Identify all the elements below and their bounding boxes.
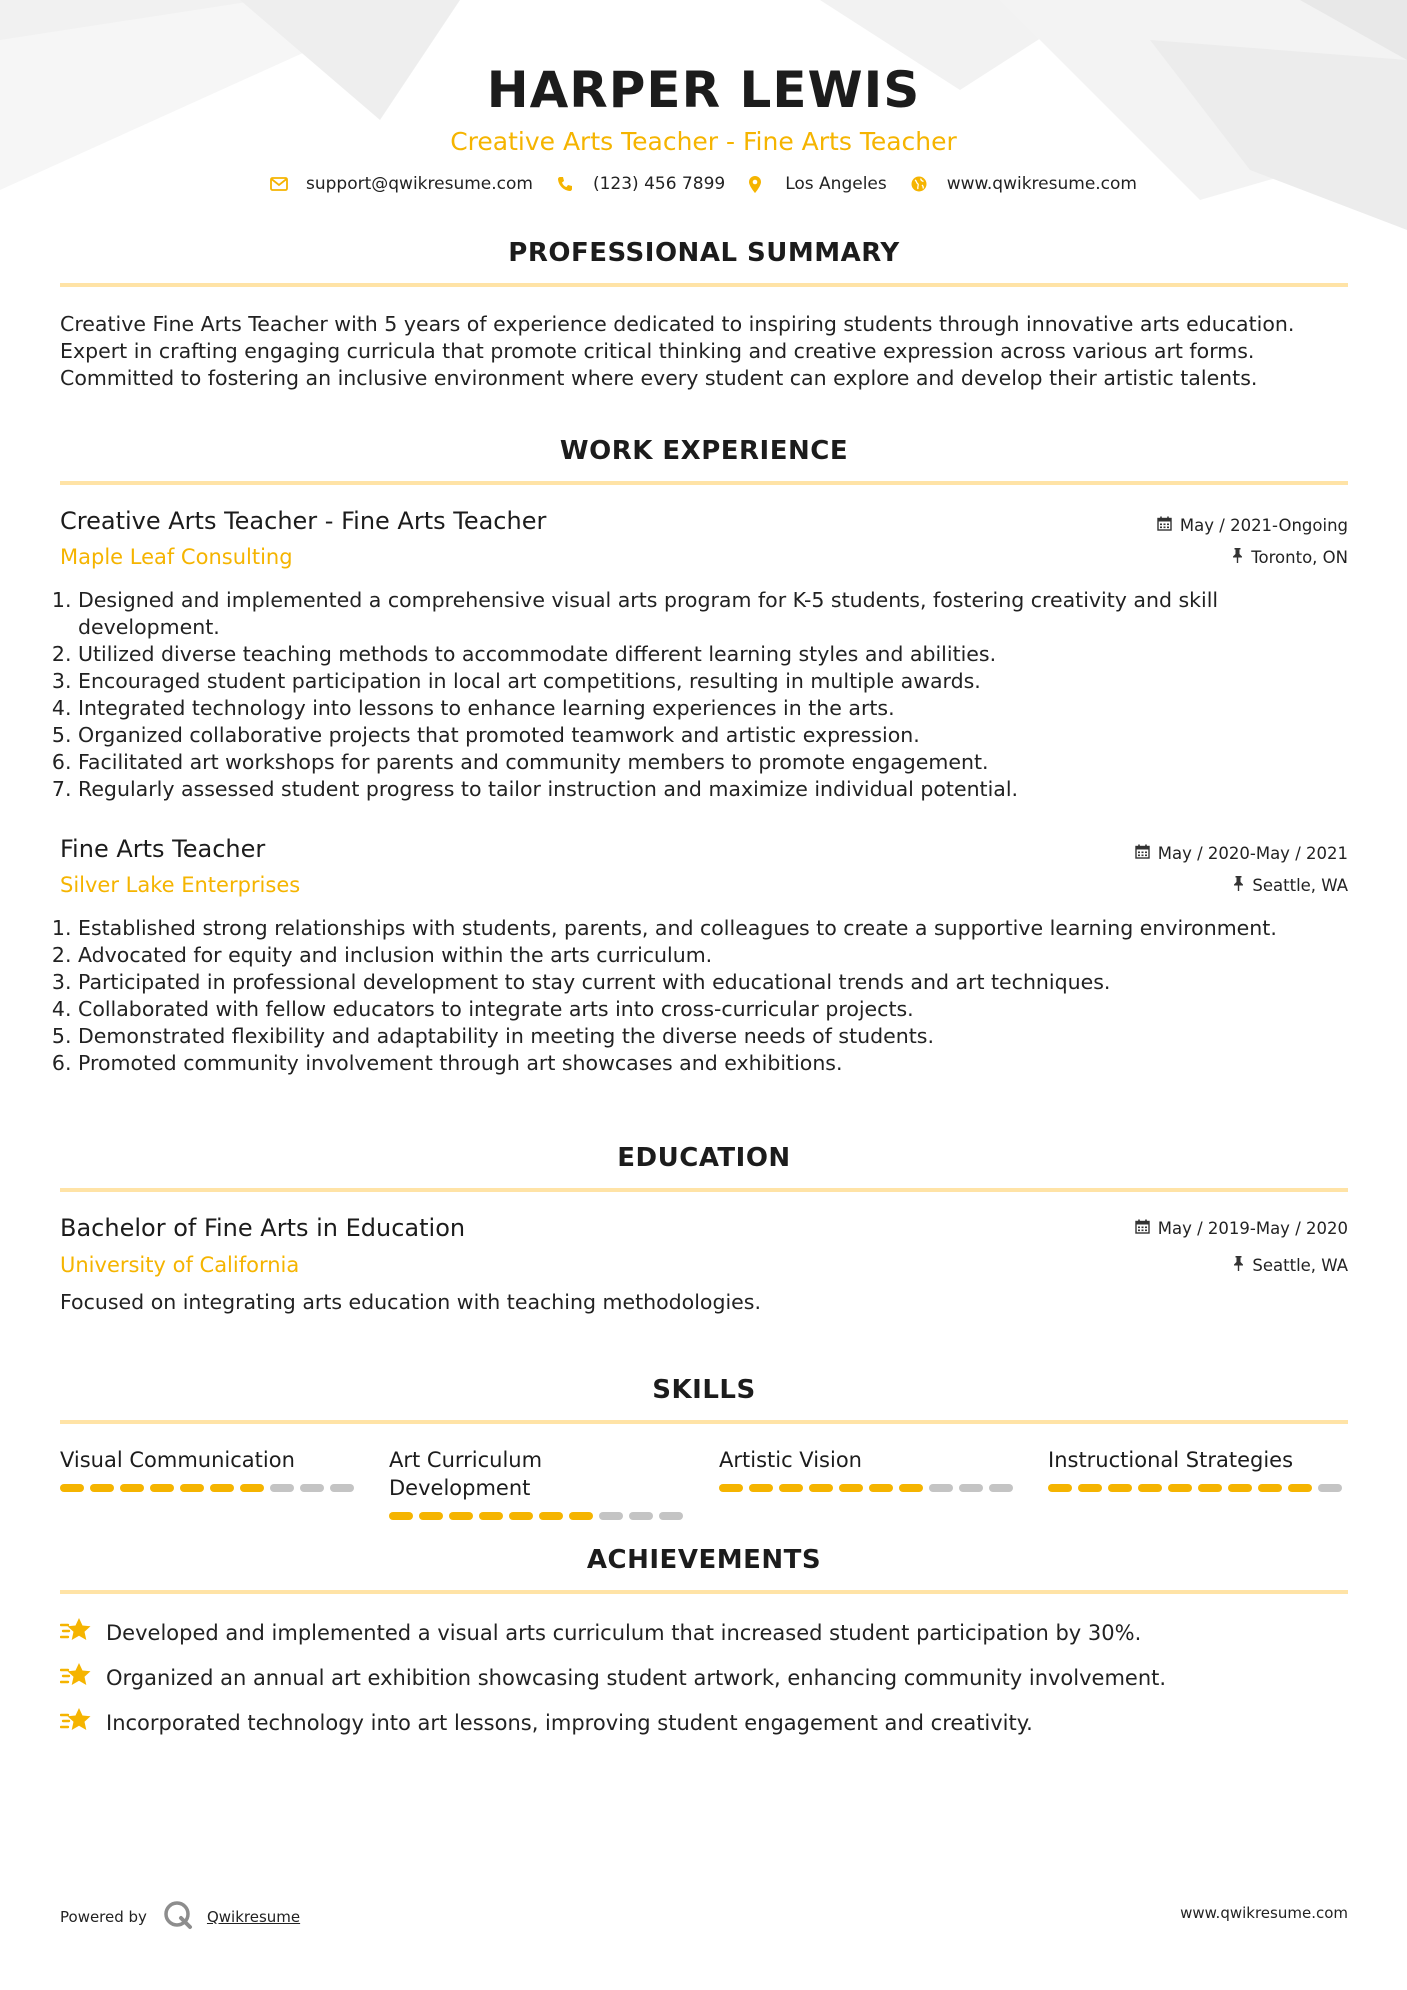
skill-rating-segment xyxy=(389,1512,413,1520)
skill-rating-segment xyxy=(599,1512,623,1520)
list-item: 3. Encouraged student participation in local art competitions, resulting in multiple awards. xyxy=(78,668,1366,695)
contact-location xyxy=(749,174,887,194)
summary-divider xyxy=(60,283,1348,287)
skill-rating-segment xyxy=(719,1484,743,1492)
achievement-item xyxy=(60,1617,1348,1648)
job-company: Silver Lake Enterprises xyxy=(60,873,301,897)
footer-powered-by xyxy=(60,1900,300,1934)
skill-rating-segment xyxy=(1078,1484,1102,1492)
calendar-icon xyxy=(1135,844,1150,863)
pushpin-icon xyxy=(1233,876,1244,895)
skill-rating-segment xyxy=(180,1484,204,1492)
qwikresume-link[interactable]: Qwikresume xyxy=(206,1908,301,1926)
education-degree: Bachelor of Fine Arts in Education xyxy=(60,1214,466,1242)
phone-icon xyxy=(557,176,579,192)
job-company: Maple Leaf Consulting xyxy=(60,545,293,569)
list-item: 7. Regularly assessed student progress to tailor instruction and maximize individual potential. xyxy=(78,776,1366,803)
skill-rating-segment xyxy=(330,1484,354,1492)
skill-rating-bar xyxy=(389,1512,689,1520)
globe-icon xyxy=(911,176,933,192)
candidate-title: Creative Arts Teacher - Fine Arts Teacher xyxy=(450,127,957,156)
skill-rating-segment xyxy=(210,1484,234,1492)
qwikresume-logo-icon xyxy=(163,1900,193,1934)
skill-rating-segment xyxy=(419,1512,443,1520)
contact-email-text: support@qwikresume.com xyxy=(306,174,533,194)
skill-label: Art Curriculum Development xyxy=(389,1448,543,1500)
job-location xyxy=(1232,548,1348,567)
contact-phone-text: (123) 456 7899 xyxy=(592,174,726,194)
skill-rating-segment xyxy=(629,1512,653,1520)
skill-rating-bar xyxy=(719,1484,1019,1492)
calendar-icon xyxy=(1157,516,1172,535)
skills-heading: SKILLS xyxy=(652,1375,756,1405)
achievements-divider xyxy=(60,1590,1348,1594)
skill-rating-segment xyxy=(1228,1484,1252,1492)
skill-item xyxy=(1048,1446,1348,1492)
contact-location-text: Los Angeles xyxy=(785,174,887,194)
list-item: 1. Designed and implemented a comprehensive visual arts program for K-5 students, fostering creativity and skill development. xyxy=(78,587,1366,641)
skill-item xyxy=(60,1446,360,1492)
job-dates-text: May / 2020-May / 2021 xyxy=(1157,844,1348,863)
map-pin-icon xyxy=(749,176,771,193)
envelope-icon xyxy=(270,177,292,191)
skill-rating-segment xyxy=(1288,1484,1312,1492)
skill-label: Visual Communication xyxy=(60,1448,295,1472)
job-responsibilities xyxy=(60,587,1366,803)
star-icon xyxy=(60,1707,94,1738)
skill-rating-segment xyxy=(869,1484,893,1492)
summary-text: Creative Fine Arts Teacher with 5 years of experience dedicated to inspiring students through innovative arts education. Expert in crafting engaging curricula that promote critical thinking and creative expression across various art forms. Committed to fostering an inclusive environment where every student can explore and develop their artistic talents. xyxy=(60,312,1295,390)
resume-header xyxy=(0,58,1407,194)
skill-rating-segment xyxy=(449,1512,473,1520)
skill-rating-segment xyxy=(1258,1484,1282,1492)
skills-divider xyxy=(60,1420,1348,1424)
skill-rating-segment xyxy=(1318,1484,1342,1492)
achievement-item xyxy=(60,1707,1348,1738)
skill-rating-segment xyxy=(1198,1484,1222,1492)
job-location-text: Seattle, WA xyxy=(1252,876,1348,895)
contact-email[interactable] xyxy=(270,174,533,194)
job-dates xyxy=(1157,516,1348,535)
footer-website[interactable]: www.qwikresume.com xyxy=(1180,1904,1348,1922)
achievement-text: Developed and implemented a visual arts curriculum that increased student participation by 30%. xyxy=(106,1620,1142,1645)
education-location xyxy=(1233,1256,1348,1275)
summary-heading: PROFESSIONAL SUMMARY xyxy=(508,238,900,268)
education-dates-text: May / 2019-May / 2020 xyxy=(1157,1219,1348,1238)
star-icon xyxy=(60,1662,94,1693)
job-dates-text: May / 2021-Ongoing xyxy=(1179,516,1348,535)
skill-rating-segment xyxy=(749,1484,773,1492)
skill-label: Artistic Vision xyxy=(719,1448,862,1472)
skill-rating-segment xyxy=(1168,1484,1192,1492)
list-item: 2. Utilized diverse teaching methods to accommodate different learning styles and abilities. xyxy=(78,641,1366,668)
skill-rating-segment xyxy=(539,1512,563,1520)
skill-rating-segment xyxy=(779,1484,803,1492)
education-location-text: Seattle, WA xyxy=(1252,1256,1348,1275)
achievement-item xyxy=(60,1662,1348,1693)
skill-rating-segment xyxy=(929,1484,953,1492)
education-description: Focused on integrating arts education with teaching methodologies. xyxy=(60,1290,761,1314)
skill-rating-segment xyxy=(959,1484,983,1492)
skill-rating-bar xyxy=(60,1484,360,1492)
contact-website-text: www.qwikresume.com xyxy=(946,174,1137,194)
skill-rating-segment xyxy=(270,1484,294,1492)
skill-rating-segment xyxy=(150,1484,174,1492)
skill-rating-segment xyxy=(899,1484,923,1492)
pushpin-icon xyxy=(1233,1256,1244,1275)
education-divider xyxy=(60,1188,1348,1192)
skill-rating-segment xyxy=(509,1512,533,1520)
job-title: Fine Arts Teacher xyxy=(60,835,266,863)
contact-website[interactable] xyxy=(911,174,1137,194)
skill-item xyxy=(719,1446,1019,1492)
list-item: 4. Integrated technology into lessons to enhance learning experiences in the arts. xyxy=(78,695,1366,722)
skill-item xyxy=(389,1446,689,1520)
skill-rating-segment xyxy=(90,1484,114,1492)
job-location-text: Toronto, ON xyxy=(1251,548,1348,567)
skill-rating-segment xyxy=(300,1484,324,1492)
candidate-name: HARPER LEWIS xyxy=(486,61,921,119)
achievement-text: Incorporated technology into art lessons, improving student engagement and creativity. xyxy=(106,1710,1033,1735)
star-icon xyxy=(60,1617,94,1648)
skill-rating-segment xyxy=(569,1512,593,1520)
job-title: Creative Arts Teacher - Fine Arts Teacher xyxy=(60,507,547,535)
list-item: 5. Organized collaborative projects that promoted teamwork and artistic expression. xyxy=(78,722,1366,749)
powered-by-label: Powered by xyxy=(60,1908,147,1926)
education-heading: EDUCATION xyxy=(617,1143,791,1173)
list-item: 5. Demonstrated flexibility and adaptability in meeting the diverse needs of students. xyxy=(78,1023,1366,1050)
skill-rating-segment xyxy=(1138,1484,1162,1492)
job-dates xyxy=(1135,844,1348,863)
education-school: University of California xyxy=(60,1253,300,1277)
skill-rating-segment xyxy=(240,1484,264,1492)
contact-bar xyxy=(0,174,1407,194)
list-item: 3. Participated in professional development to stay current with educational trends and art techniques. xyxy=(78,969,1366,996)
skill-rating-segment xyxy=(479,1512,503,1520)
education-dates xyxy=(1135,1219,1348,1238)
list-item: 2. Advocated for equity and inclusion within the arts curriculum. xyxy=(78,942,1366,969)
skill-rating-segment xyxy=(989,1484,1013,1492)
achievement-text: Organized an annual art exhibition showcasing student artwork, enhancing community involvement. xyxy=(106,1665,1167,1690)
skill-rating-segment xyxy=(60,1484,84,1492)
skill-rating-segment xyxy=(1108,1484,1132,1492)
skill-rating-segment xyxy=(1048,1484,1072,1492)
skill-rating-segment xyxy=(659,1512,683,1520)
list-item: 6. Facilitated art workshops for parents and community members to promote engagement. xyxy=(78,749,1366,776)
contact-phone[interactable] xyxy=(557,174,725,194)
achievements-heading: ACHIEVEMENTS xyxy=(586,1545,822,1575)
job-location xyxy=(1233,876,1348,895)
job-responsibilities xyxy=(60,915,1366,1077)
skill-rating-segment xyxy=(120,1484,144,1492)
experience-heading: WORK EXPERIENCE xyxy=(559,436,849,466)
list-item: 1. Established strong relationships with students, parents, and colleagues to create a supportive learning environment. xyxy=(78,915,1366,942)
skill-rating-bar xyxy=(1048,1484,1348,1492)
pushpin-icon xyxy=(1232,548,1243,567)
calendar-icon xyxy=(1135,1219,1150,1238)
experience-divider xyxy=(60,481,1348,485)
skill-label: Instructional Strategies xyxy=(1048,1448,1294,1472)
skill-rating-segment xyxy=(809,1484,833,1492)
skill-rating-segment xyxy=(839,1484,863,1492)
list-item: 6. Promoted community involvement through art showcases and exhibitions. xyxy=(78,1050,1366,1077)
list-item: 4. Collaborated with fellow educators to integrate arts into cross-curricular projects. xyxy=(78,996,1366,1023)
